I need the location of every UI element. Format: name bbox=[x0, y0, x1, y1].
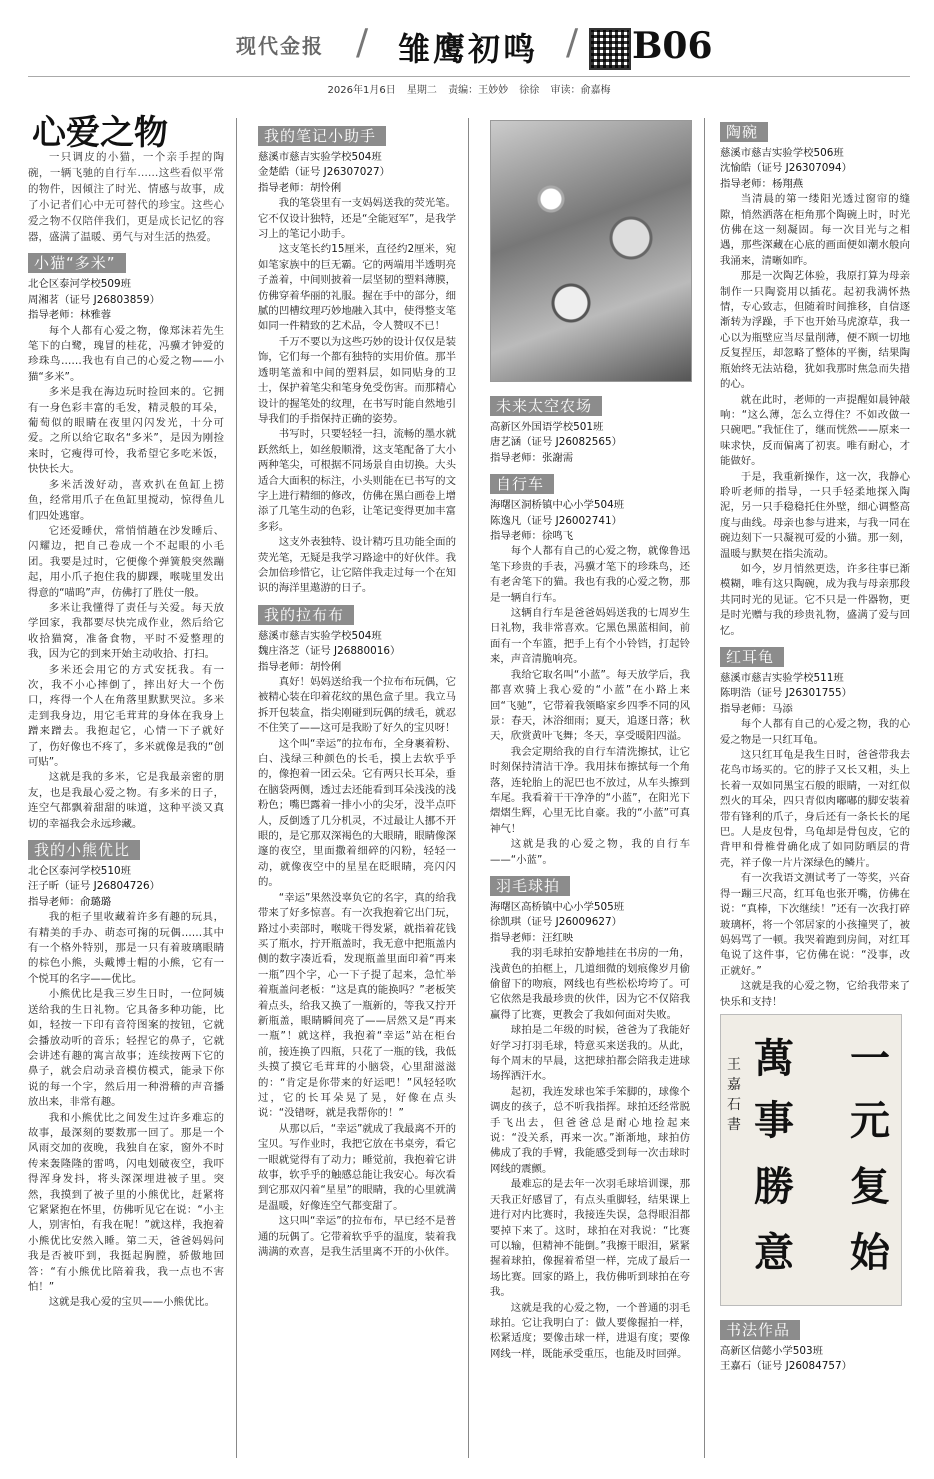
newspaper-brand: 现代金报 bbox=[236, 34, 324, 58]
article-paragraph: 就在此时，老师的一声提醒如晨钟敲响：“这么薄，怎么立得住？不如改做一只碗吧。”我怔住了，继而恍然——原来一味求快，反而偏离了初衷。唯有耐心，才能做好。 bbox=[720, 393, 910, 468]
designer: 徐徐 bbox=[519, 85, 540, 96]
article-paragraph: 我给它取名叫“小蓝”。每天放学后，我都喜欢骑上我心爱的“小蓝”在小路上来回“飞驰”，它带着我领略家乡四季不同的风景：春天，沐浴细雨；夏天，追逐日落；秋天，欣赏黄叶飞舞；冬天，享受暖阳四溢。 bbox=[490, 668, 690, 743]
article-school: 慈溪市慈吉实验学校506班 bbox=[720, 147, 844, 159]
article-paragraph: 最难忘的是去年一次羽毛球培训课，那天我正好感冒了，有点头重脚轻，结果课上进行对内比赛时，我接连失误，急得眼泪都要掉下来了。这时，球拍在对我说：“比赛可以输，但精神不能倒。”我擦干眼泪，紧紧握着球拍，像握着希望一样，完成了最后一场比赛。回家的路上，我仿佛听到球拍在夸我。 bbox=[490, 1178, 690, 1299]
article-teacher: 指导老师：林雅蓉 bbox=[28, 309, 112, 322]
article-author: 陈明浩（证号 J26301755） bbox=[720, 687, 852, 700]
page-lead-text: 一只调皮的小猫，一个亲手捏的陶碗，一辆飞驰的自行车……这些看似平常的物件，因倾注了时光、情感与故事，成了小记者们心中无可替代的珍宝。这些心爱之物不仅陪伴我们，更是成长记忆的容器，盛满了温暖、勇气与对生活的热爱。 bbox=[28, 151, 224, 244]
article-school: 海曙区高桥镇中心小学505班 bbox=[490, 900, 625, 913]
article-tag: 我的小熊优比 bbox=[28, 840, 140, 860]
article-paragraph: 这就是我的心爱之物，我的自行车——“小蓝”。 bbox=[490, 838, 690, 866]
article-teacher: 指导老师：张謝需 bbox=[490, 451, 574, 464]
article-author: 徐凯琪（证号 J26009627） bbox=[490, 916, 622, 929]
article-school: 海曙区洞桥镇中心小学504班 bbox=[490, 499, 625, 512]
article-paragraph: 每个人都有自己的心爱之物，我的心爱之物是一只红耳龟。 bbox=[720, 718, 910, 746]
article-school: 高新区信懿小学503班 bbox=[720, 1344, 823, 1357]
calligraphy-character: 意 bbox=[754, 1228, 794, 1276]
calligraphy-character: 勝 bbox=[754, 1162, 794, 1210]
article-paragraph: 这就是我心爱的宝贝——小熊优比。 bbox=[48, 1296, 216, 1309]
column-4 bbox=[720, 120, 910, 1375]
section-title: 雏鹰初鸣 bbox=[398, 30, 539, 68]
article-paragraph: 这就是我的心爱之物，一个普通的羽毛球拍。它让我明白了：做人要像握拍一样，松紧适度；要像击球一样，进退有度；要像网线一样，既能承受重压，也能及时回弹。 bbox=[490, 1301, 690, 1360]
column-rule bbox=[236, 118, 237, 1458]
article-author: 魏庄洛芝（证号 J26880016） bbox=[258, 645, 401, 658]
column-rule bbox=[704, 118, 705, 1458]
article-paragraph: 多米还会用它的方式安抚我。有一次，我不小心摔倒了，摔出好大一个伤口，疼得一个人在角落里默默哭泣。多米走到我身边，用它毛茸茸的身体在我身上蹭来蹭去。我抱起它，心情一下子就好了，伤好像也不疼了，多米就像是我的“创可贴”。 bbox=[28, 663, 224, 768]
article-teacher: 指导老师：汪红映 bbox=[490, 931, 574, 944]
article-author: 沈愉皓（证号 J26307094） bbox=[720, 162, 852, 175]
article-author: 金楚皓（证号 J26307027） bbox=[258, 166, 390, 179]
space-farm-painting bbox=[490, 120, 692, 382]
calligraphy-signature: 王嘉石書 bbox=[727, 1056, 741, 1133]
article-school: 慈溪市慈吉实验学校504班 bbox=[258, 629, 382, 642]
column-3 bbox=[490, 120, 690, 1362]
calligraphy-character: 始 bbox=[850, 1228, 890, 1276]
article-paragraph: 我和小熊优比之间发生过许多难忘的故事，最深刻的要数那一回了。那是一个风雨交加的夜晚，我独自在家，窗外不时传来轰隆隆的雷鸣，闪电划破夜空，我吓得浑身发抖，将头深深埋进被子里。突然，我摸到了被子里的小熊优比，赶紧将它紧紧抱在怀里，仿佛听见它在说：“小主人，别害怕，有我在呢！”就这样，我抱着小熊优比安然入睡。第二天，爸爸妈妈问我是否被吓到，我挺起胸膛，骄傲地回答：“有小熊优比陪着我，我一点也不害怕！” bbox=[28, 1111, 224, 1293]
article-school: 北仑区泰河学校510班 bbox=[28, 865, 131, 878]
article-teacher: 指导老师：胡怜俐 bbox=[258, 181, 342, 194]
article-school: 北仑区泰河学校509班 bbox=[28, 278, 131, 291]
calligraphy-artwork bbox=[720, 1014, 902, 1306]
calligraphy-character: 事 bbox=[754, 1096, 794, 1144]
article-paragraph: 每个人都有心爱之物，像郑沫若先生笔下的白鹭，瑰冒的桂花，冯骥才钟爱的珍珠鸟……我也有自己的心爱之物——小猫“多米”。 bbox=[28, 324, 224, 383]
article-paragraph: “幸运”果然没辜负它的名字，真的给我带来了好多惊喜。有一次我抱着它出门玩，路过小卖部时，喉咙干得发紧，就指着花钱买了瓶水，拧开瓶盖时，我无意中把瓶盖内侧的数字凑近看，发现瓶盖里面印着“再来一瓶”四个字，心一下子提了起来，急忙举着瓶盖问老板：“这是真的能换吗？”老板笑着点头，给我又换了一瓶新的，等我又拧开新瓶盖，眼睛瞬间亮了——居然又是“再来一瓶”！就这样，我抱着“幸运”站在柜台前，接连换了四瓶，只花了一瓶的钱，我低头摸了摸它毛茸茸的小脑袋，心里甜滋滋的：“肯定是你带来的好运吧！”风轻轻吹过，它的长耳朵晃了晃，好像在点头说：“没错呀，就是我帮你的！” bbox=[258, 891, 456, 1120]
article-paragraph: 这只叫“幸运”的拉布布，早已经不是普通的玩偶了。它带着软乎乎的温度，装着我满满的欢喜，是我生活里离不开的小伙伴。 bbox=[258, 1215, 456, 1259]
article-tag: 书法作品 bbox=[720, 1320, 800, 1340]
article-paragraph: 我的羽毛球拍安静地挂在书房的一角，浅黄色的拍框上，几道细微的划痕像岁月偷偷留下的吻痕，网线也有些松松垮垮了。可它依然是我最珍贵的伙伴，因为它不仅陪我赢得了比赛，更教会了我如何面对失败。 bbox=[490, 947, 690, 1021]
article-tag: 羽毛球拍 bbox=[490, 876, 570, 896]
article-paragraph: 如今，岁月悄然更迭，许多往事已渐模糊，唯有这只陶碗，成为我与母亲那段共同时光的见证。它不只是一件器物，更是时光赠与我的珍贵礼物，盛满了爱与回忆。 bbox=[720, 562, 910, 637]
page-number: B06 bbox=[632, 25, 713, 67]
divider-slash: / bbox=[566, 22, 579, 63]
article-paragraph: 多米活泼好动，喜欢扒在鱼缸上捞鱼，经常用爪子在鱼缸里搅动，惊得鱼儿们四处逃窜。 bbox=[28, 478, 224, 522]
article-paragraph: 于是，我重新操作，这一次，我静心聆听老师的指导，一只手轻柔地探入陶泥，另一只手稳稳托住外壁，细心调整高度与曲线。母亲也参与进来，与我一同在碗边刻下一只凝视可爱的小猫。那一刻，温暖与默契在指尖流动。 bbox=[720, 470, 910, 560]
article-paragraph: 球拍是二年级的时候，爸爸为了我能好好学习打羽毛球，特意买来送我的。从此，每个周末的早晨，这把球拍都会陪我走进球场挥洒汗水。 bbox=[490, 1024, 690, 1083]
calligraphy-character: 萬 bbox=[754, 1034, 794, 1082]
article-paragraph: 我的笔袋里有一支妈妈送我的荧光笔。它不仅设计独特，还是“全能冠军”，是我学习上的笔记小助手。 bbox=[258, 197, 456, 241]
article-paragraph: 这支外表独特、设计精巧且功能全面的荧光笔，无疑是我学习路途中的好伙伴。我会加倍珍惜它，让它陪伴我走过每一个在知识的海洋里遨游的日子。 bbox=[258, 536, 456, 595]
article-paragraph: 这就是我的心爱之物，它给我带来了快乐和支持！ bbox=[720, 980, 910, 1008]
calligraphy-character: 一 bbox=[850, 1034, 890, 1082]
article-paragraph: 我会定期给我的自行车清洗擦拭，让它时刻保持清洁干净。我用抹布擦拭每一个角落，连轮胎上的泥巴也不放过，从车头擦到车尾。我看着干干净净的“小蓝”，在阳光下熠熠生辉，心里无比自豪。我的“小蓝”可真神气！ bbox=[490, 745, 690, 835]
article-teacher: 指导老师：俞璐璐 bbox=[28, 895, 112, 908]
column-1 bbox=[28, 113, 224, 1311]
article-author: 唐艺涵（证号 J26082565） bbox=[490, 436, 622, 449]
article-paragraph: 这辆自行车是爸爸妈妈送我的七周岁生日礼物，我非常喜欢。它黑色黑蓝相间，前面有一个车篮，把手上有个小铃铛，打起铃来，声音清脆响亮。 bbox=[490, 607, 690, 666]
article-paragraph: 每个人都有自己的心爱之物，就像鲁迅笔下珍贵的手表，冯骥才笔下的珍珠鸟，还有老舍笔下的猫。我也有我的心爱之物，那是一辆自行车。 bbox=[490, 545, 690, 604]
date: 2026年1月6日 bbox=[327, 85, 396, 96]
article-paragraph: 起初，我连发球也笨手笨脚的，球像个调皮的孩子，总不听我指挥。球拍还经常脱手飞出去，但爸爸总是耐心地捡起来说：“没关系，再来一次。”渐渐地，球拍仿佛成了我的手臂，我能感受到每一次击球时网线的震颤。 bbox=[490, 1085, 690, 1175]
dateline bbox=[28, 81, 910, 96]
calligraphy-character: 复 bbox=[850, 1162, 890, 1210]
article-tag: 我的笔记小助手 bbox=[258, 126, 386, 146]
calligraphy-character: 元 bbox=[850, 1096, 890, 1144]
article-school: 高新区外国语学校501班 bbox=[490, 421, 604, 433]
article-tag: 自行车 bbox=[490, 474, 554, 494]
article-teacher: 指导老师：马添 bbox=[720, 702, 793, 715]
page-header bbox=[0, 0, 934, 100]
article-paragraph: 那是一次陶艺体验，我原打算为母亲制作一只陶瓷用以插花。起初我满怀热情，专心致志，但随着时间推移，自信逐渐转为浮躁，手下也开始马虎潦草，我一心以为瓶壁应当尽量削薄，便不顾一切地反复捏压，却忽略了整体的平衡，结果陶瓶始终无法站稳，犹如我那时焦急而失措的心。 bbox=[720, 270, 910, 391]
article-paragraph: 小熊优比是我三岁生日时，一位阿姨送给我的生日礼物。它具备多种功能，比如，轻按一下印有音符图案的按钮，它就会播放动听的音乐；轻捏它的鼻子，它就会讲述有趣的寓言故事；连续按两下它的鼻子，就会启动录音模仿模式，能录下你说的每一个字，然后用一种滑稽的声音播放出来，非常有趣。 bbox=[28, 988, 224, 1109]
header-rule bbox=[28, 76, 910, 77]
article-paragraph: 书写时，只要轻轻一扫，流畅的墨水就跃然纸上，如丝般顺滑，这支笔配备了大小两种笔尖，可根据不同场景自由切换。大头适合大面积的标注，小头则能在已书写的文字上进行精细的修改，仿佛在黑白画卷上增添了几笔生动的色彩，让笔记变得更加丰富多彩。 bbox=[258, 428, 456, 533]
article-paragraph: 真好！妈妈送给我一个拉布布玩偶，它被精心装在印着花纹的黑色盒子里。我立马拆开包装盒，指尖刚碰到玩偶的绒毛，就忍不住笑了——这可是我盼了好久的宝贝呀！ bbox=[258, 676, 456, 735]
editor: 责编：王妙妙 bbox=[448, 85, 509, 96]
divider-slash: / bbox=[356, 22, 369, 63]
article-paragraph: 我的柜子里收藏着许多有趣的玩具，有精美的手办、萌态可掬的玩偶……其中有一个格外特别，那是一只有着玻璃眼睛的棕色小熊，头戴博士帽的小熊，它有一个悦耳的名字——优比。 bbox=[28, 911, 224, 985]
column-2 bbox=[258, 120, 456, 1260]
qr-code-icon bbox=[589, 28, 631, 70]
article-school: 慈溪市慈吉实验学校504班 bbox=[258, 151, 382, 163]
article-paragraph: 从那以后，“幸运”就成了我最离不开的宝贝。写作业时，我把它放在书桌旁，看它一眼就觉得有了动力；睡觉前，我抱着它讲故事，软乎乎的触感总能让我安心。每次看到它那双闪着“星星”的眼睛，我的心里就满是温暖，好像连空气都变甜了。 bbox=[258, 1122, 456, 1212]
article-tag: 我的拉布布 bbox=[258, 605, 354, 625]
article-paragraph: 它还爱睡伏，常悄悄趟在沙发睡后、闪耀边，把自己卷成一个不起眼的小毛团。我要是过时，它便像个弹簧般突然蹦起，用小爪子抱住我的脚踝，喉咙里发出得意的“喵呜”声，仿佛打了胜仗一般。 bbox=[28, 524, 224, 599]
weekday: 星期二 bbox=[406, 85, 437, 96]
article-teacher: 指导老师：杨翔燕 bbox=[720, 177, 804, 190]
proofreader: 审读：俞嘉梅 bbox=[550, 85, 611, 96]
article-school: 慈溪市慈吉实验学校511班 bbox=[720, 672, 844, 684]
article-author: 汪子昕（证号 J26804726） bbox=[28, 880, 160, 893]
article-paragraph: 多米是我在海边玩时捡回来的。它拥有一身色彩丰富的毛发，精灵般的耳朵，葡萄似的眼睛在夜里闪闪发光，十分可爱。之所以给它取名“多米”，是因为刚捡来时，它瘦得可怜，我希望它多吃米饭，快快长大。 bbox=[28, 386, 224, 476]
article-paragraph: 多米让我懂得了责任与关爱。每天放学回家，我都要尽快完成作业，然后给它收拾猫窝，准备食物，平时不爱整理的我，因为它的到来开始主动收拾、打扫。 bbox=[28, 601, 224, 661]
article-tag: 小猫“多米” bbox=[28, 253, 126, 273]
article-tag: 未来太空农场 bbox=[490, 396, 602, 416]
article-teacher: 指导老师：胡怜俐 bbox=[258, 660, 342, 673]
article-paragraph: 有一次我语文测试考了一等奖，兴奋得一蹦三尺高，红耳龟也张开嘴，仿佛在说：“真棒，下次继续！”还有一次我打碎玻璃杯，将一个邻居家的小孩撞哭了，被妈妈骂了一顿。我哭着跑到房间，对红耳龟说了这件事，它仿佛在说：“没事，改正就好。” bbox=[720, 872, 910, 977]
article-author: 周湘茗（证号 J26803859） bbox=[28, 293, 160, 306]
article-author: 王嘉石（证号 J26084757） bbox=[720, 1360, 852, 1373]
article-tag: 红耳龟 bbox=[720, 647, 784, 667]
article-paragraph: 这只红耳龟是我生日时，爸爸带我去花鸟市场买的。它的脖子又长又粗，头上长着一双如同黑宝石般的眼睛，一对红似烈火的耳朵，四只青似肉嘟嘟的脚安装着带有锋利的爪子，身后还有一条长长的尾巴。人是皮包骨，乌龟却是骨包皮，它的背甲和骨椎骨确化成了如同防晒层的背壳，祥子像一片片深绿色的鳞片。 bbox=[720, 749, 910, 869]
column-rule bbox=[468, 118, 469, 1458]
article-paragraph: 这支笔长约15厘米，直径约2厘米，宛如笔家族中的巨无霸。它的两端用半透明亮子盖着，中间则披着一层坚韧的塑料薄膜，仿佛穿着华丽的礼服。握在手中的部分，细腻的凹槽纹理巧妙地融入其中，使得整支笔如同一件精致的艺术品，令人赞叹不已！ bbox=[258, 243, 456, 333]
page-lead-title: 心爱之物 bbox=[32, 113, 168, 153]
article-tag: 陶碗 bbox=[720, 122, 768, 142]
article-paragraph: 当清晨的第一缕阳光透过窗帘的缝隙，悄然洒落在柜角那个陶碗上时，时光仿佛在这一刻凝固。每一次目光与之相遇，那些深藏在心底的画面便如潮水般向我涌来，清晰如昨。 bbox=[720, 193, 910, 267]
article-author: 陈逸凡（证号 J26002741） bbox=[490, 514, 622, 527]
article-paragraph: 千万不要以为这些巧妙的设计仅仅是装饰，它们每一个都有独特的实用价值。那半透明笔盖和中间的塑料层，如同贴身的卫士，保护着笔尖和笔身免受伤害。而那精心设计的握笔处的纹理，在书写时能自然地引导我们的手指保持正确的姿势。 bbox=[258, 335, 456, 425]
article-paragraph: 这就是我的多米，它是我最亲密的朋友，也是我最心爱之物。有多米的日子，连空气都飘着甜甜的味道，这种平淡又真切的幸福我会永远珍藏。 bbox=[28, 771, 224, 830]
article-teacher: 指导老师：徐鸣飞 bbox=[490, 530, 574, 543]
article-paragraph: 这个叫“幸运”的拉布布，全身裹着粉、白、浅绿三种颜色的长毛，摸上去软乎乎的，像抱着一团云朵。它有两只长耳朵，垂在脑袋两侧，透过去还能看到耳朵浅浅的浅粉色；嘴巴露着一排小小的尖牙，没半点吓人，反倒透了几分机灵，不过最让人挪不开眼的，是它那双深褐色的大眼睛，眼睛像深邃的夜空，里面撒着细碎的闪粉，轻轻一动，就像夜空中的星星在眨眼睛，亮闪闪的。 bbox=[258, 737, 456, 889]
